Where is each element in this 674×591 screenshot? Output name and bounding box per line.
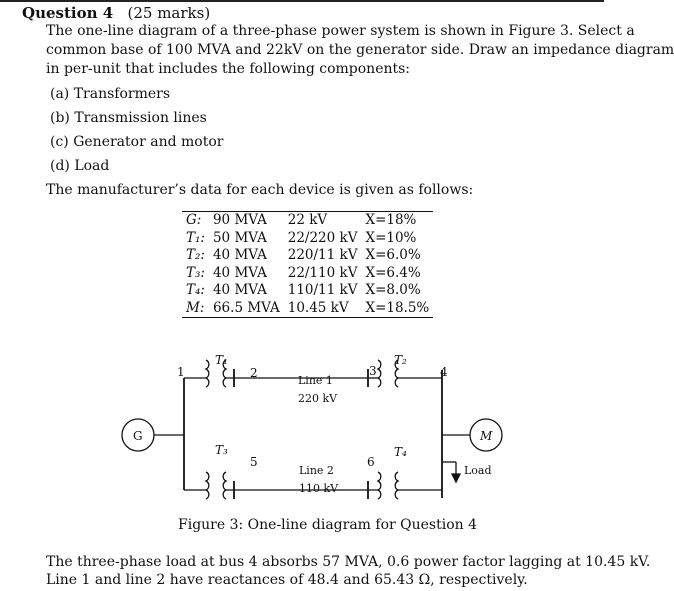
component-c: (c) Generator and motor [50,134,224,150]
t3-primary-coil [206,472,209,499]
device-device-cell: T₁: [186,229,205,246]
component-a: (a) Transformers [50,86,171,102]
t1-label: T₁ [215,353,228,367]
question-marks: (25 marks) [127,4,211,22]
intro-line-1: The one-line diagram of a three-phase power system is shown in Figure 3. Select a [46,23,635,39]
figure-caption: Figure 3: One-line diagram for Question 4 [178,517,478,533]
t3-secondary-coil [223,472,226,499]
t2-primary-coil [378,360,381,387]
manufacturer-text: The manufacturer’s data for each device is given as follows: [46,182,474,198]
device-x-cell: X=10% [365,229,417,246]
device-device-cell: T₃: [186,264,205,281]
device-kv-cell: 22 kV [287,212,328,228]
device-mva-cell: 90 MVA [212,212,267,228]
line-1-label: Line 1 [298,374,333,387]
motor-label: M [480,429,493,443]
component-d: (d) Load [50,158,110,174]
device-mva-cell: 66.5 MVA [212,299,280,316]
generator-label: G [133,429,143,443]
device-x-cell: X=18% [365,212,417,228]
load-arrow-icon [452,474,460,482]
device-mva-cell: 40 MVA [212,247,267,263]
bus-1-label: 1 [177,365,185,379]
t4-secondary-coil [395,472,398,499]
device-mva-cell: 40 MVA [212,264,267,281]
component-b: (b) Transmission lines [50,110,207,126]
t4-primary-coil [378,472,381,499]
device-device-cell: T₂: [186,247,205,263]
device-x-cell: X=8.0% [365,282,421,298]
t4-label: T₄ [394,445,407,459]
closing-line-2: Line 1 and line 2 have reactances of 48.4 and 65.43 Ω, respectively. [46,572,528,588]
t1-primary-coil [206,360,209,387]
load-label: Load [464,464,492,477]
device-x-cell: X=18.5% [365,299,430,316]
device-kv-cell: 10.45 kV [287,299,349,316]
bus-2-label: 2 [250,366,258,380]
t3-label: T₃ [215,443,228,457]
intro-line-3: in per-unit that includes the following components: [46,61,411,77]
line-1-kv: 220 kV [298,392,338,405]
closing-line-1: The three-phase load at bus 4 absorbs 57 MVA, 0.6 power factor lagging at 10.45 kV. [46,554,651,570]
bus-3-label: 3 [369,364,377,378]
device-kv-cell: 22/220 kV [287,229,358,246]
bus-4-label: 4 [440,365,448,379]
line-2-kv: 110 kV [299,482,339,495]
device-x-cell: X=6.4% [365,264,421,281]
intro-line-2: common base of 100 MVA and 22kV on the generator side. Draw an impedance diagram [46,42,674,58]
device-kv-cell: 110/11 kV [287,282,358,298]
question-title: Question 4 [22,4,114,22]
device-mva-cell: 50 MVA [212,229,267,246]
device-device-cell: T₄: [186,282,205,298]
bus-5-label: 5 [250,455,258,469]
bus-6-label: 6 [367,455,375,469]
device-kv-cell: 22/110 kV [287,264,358,281]
t2-label: T₂ [394,353,407,367]
device-mva-cell: 40 MVA [212,282,267,298]
device-device-cell: G: [186,212,202,228]
device-x-cell: X=6.0% [365,247,421,263]
device-device-cell: M: [186,299,205,316]
line-2-label: Line 2 [299,464,334,477]
device-kv-cell: 220/11 kV [287,247,358,263]
